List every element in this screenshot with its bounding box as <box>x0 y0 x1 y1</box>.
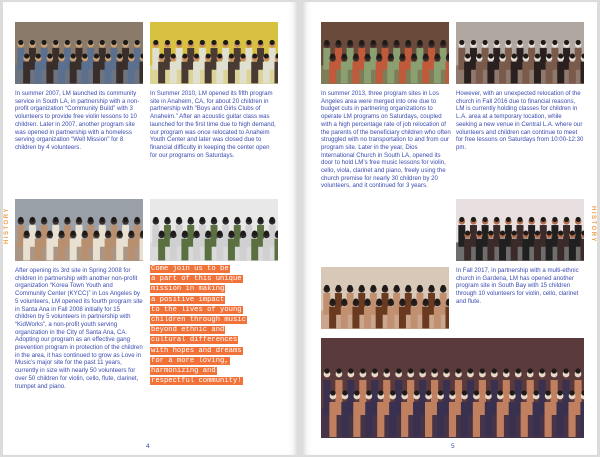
quote-line: respectful community! <box>151 377 242 386</box>
history-side-tab: HISTORY <box>4 207 10 244</box>
quote-line: a part of this unique <box>151 275 242 284</box>
quote-line: for a more loving, <box>151 356 229 365</box>
page-number: 4 <box>146 443 150 450</box>
violin-performers-photo <box>456 199 584 261</box>
group-photo-kycc <box>15 199 143 261</box>
quote-line: harmonizing and <box>151 367 216 376</box>
mission-quote <box>150 264 276 386</box>
quote-line: Come join us to be <box>151 265 229 273</box>
page-number-right: 5 <box>451 443 455 450</box>
group-photo-south-la <box>15 22 143 84</box>
left-page <box>3 2 297 455</box>
history-text-2008: After opening its 3rd site in Spring 2008 for children in partnership with another non-profit organization “Korea Town Youth and Community Center (KYCC)” in Los Angeles by 5 volunteers, LM opened its fourth program site in Santa Ana in Fall 2008 initially for 15 children by 5 volunteers in partnership with “KidWorks”, a non-profit youth serving organization in the City of Santa Ana, CA. Adopting our program as an effective gang prevention program in protection of the children in the area, it has continued to grow as Love in Music’s major site for the past 11 years, currently in size with nearly 50 volunteers for over 50 children for violin, cello, flute, clarinet, trumpet and piano. <box>15 267 143 390</box>
history-text-2010: In Summer 2010, LM opened its fifth program site in Anaheim, CA, for about 20 children in partnership with “Boys and Girls Clubs of Anaheim.” After an acoustic guitar class was launched for the first time due to high demand, our program was once relocated to Anaheim Youth Center and later was closed due to financial difficulty in keeping the center open for our programs on Saturdays. <box>150 90 276 159</box>
history-side-tab-right: HISTORY <box>590 206 596 243</box>
right-page <box>303 2 597 455</box>
history-text-2016: However, with an unexpected relocation of the church in Fall 2016 due to financial reasons, LM is currently holding classes for children in L.A. area at a temporary location, while seeking a new venue in Central L.A. where our volunteers and children can continue to meet for free lessons on Saturdays from 10:00-12:30 pm. <box>456 90 584 151</box>
history-text-2017: In Fall 2017, in partnership with a multi-ethnic church in Gardena, LM has opened another program site in South Bay with 15 children through 10 volunteers for violin, cello, clarinet and flute. <box>456 267 579 305</box>
group-photo-dios-church <box>321 22 449 84</box>
quote-line: children through music <box>151 316 246 325</box>
quote-line: cultural differences <box>151 336 238 345</box>
performance-photo-church <box>456 22 584 84</box>
history-text-2013: In summer 2013, three program sites in Los Angeles area were merged into one due to budget cuts in partnering organizations to operate LM programs on Saturdays, coupled with a high percentage rate of job relocation of the parents of the beneficiary children who often struggled with no transportation to and from our program site. Later in the year, Dios International Church in South LA, opened its door to hold LM’s free music lessons for violin, cello, viola, clarinet and piano, freely using the church premise for nearly 30 children by 20 volunteers, and it continued for 3 years. <box>321 90 451 190</box>
cello-lesson-photo <box>321 267 449 329</box>
concert-photo-santa-ana <box>150 199 278 261</box>
quote-line: with hopes and dreams <box>151 346 242 355</box>
quote-line: to the lives of young <box>151 305 242 314</box>
quote-line: mission in making <box>151 285 225 294</box>
history-text-2007: In summer 2007, LM launched its community service in South LA, in partnership with a non-profit organization “Community Build” with 3 volunteers to provide free violin lessons to 10 children. Later in 2007, another program site was opened in partnership with a homeless serving organization “Well Mission” for 8 children by 4 volunteers. <box>15 90 140 151</box>
quote-line: a positive impact <box>151 295 225 304</box>
audience-photo-gardena <box>321 338 584 438</box>
quote-line: beyond ethnic and <box>151 326 225 335</box>
group-photo-anaheim <box>150 22 278 84</box>
